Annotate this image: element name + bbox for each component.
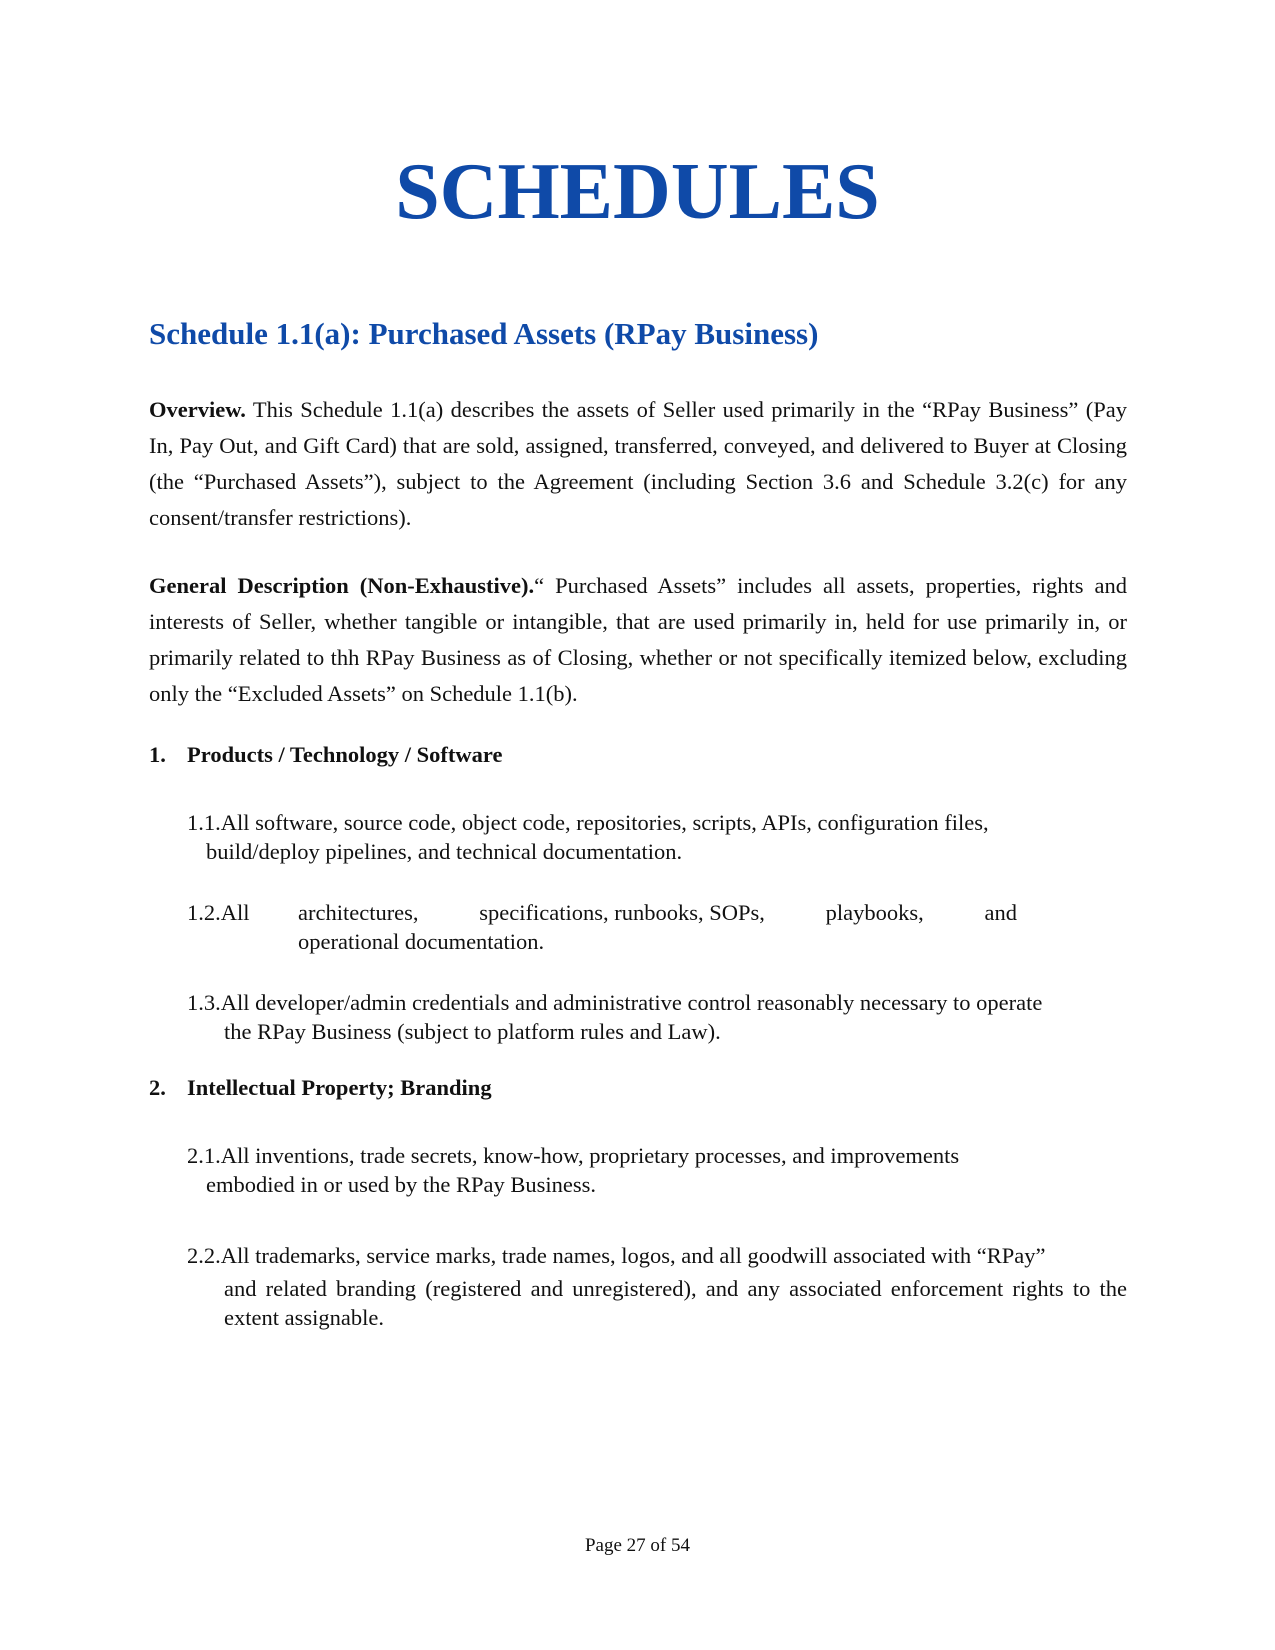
- item-text-continuation: build/deploy pipelines, and technical documentation.: [206, 839, 683, 864]
- item-word: specifications, runbooks, SOPs,: [479, 900, 765, 925]
- list-item: [187, 898, 1127, 956]
- general-description-text: “ Purchased Assets” includes all assets, properties, rights and interests of Seller, whether tangible or intangible, that are used primarily in, held for use primarily in, or primarily related to thh RPay Business as of Closing, whether or not specifically itemized below, excluding only the “Excluded Assets” on Schedule 1.1(b).: [149, 573, 1127, 706]
- section-number: 1.: [149, 742, 166, 767]
- overview-paragraph: [149, 392, 1127, 536]
- list-item: [187, 808, 1127, 866]
- item-number: 2.2.: [187, 1243, 221, 1268]
- section-number: 2.: [149, 1075, 166, 1100]
- item-text-continuation: operational documentation.: [298, 929, 545, 954]
- general-description-paragraph: [149, 568, 1127, 712]
- item-number: 1.3.: [187, 990, 221, 1015]
- section-title: Intellectual Property; Branding: [187, 1075, 492, 1100]
- item-text-first-line: All developer/admin credentials and administrative control reasonably necessary to operate: [220, 990, 1043, 1015]
- page-number-footer: Page 27 of 54: [584, 1535, 690, 1556]
- section-heading: [149, 740, 502, 770]
- general-description-label: General Description (Non-Exhaustive).: [149, 573, 535, 598]
- item-number: 1.2.: [187, 900, 221, 925]
- item-text-first-line: All trademarks, service marks, trade names, logos, and all goodwill associated with “RPay”: [220, 1243, 1046, 1268]
- item-text-continuation: the RPay Business (subject to platform rules and Law).: [224, 1019, 721, 1044]
- overview-label: Overview.: [149, 397, 246, 422]
- item-text-lead: All: [220, 900, 250, 925]
- list-item: [187, 1238, 1127, 1332]
- item-number: 2.1.: [187, 1143, 221, 1168]
- section-title: Products / Technology / Software: [187, 742, 503, 767]
- item-word: playbooks,: [825, 900, 924, 925]
- list-item: [187, 988, 1127, 1046]
- item-word: and: [984, 900, 1017, 925]
- item-text-first-line: All inventions, trade secrets, know-how, proprietary processes, and improvements: [220, 1143, 960, 1168]
- item-text-continuation: embodied in or used by the RPay Business.: [206, 1172, 596, 1197]
- list-item: [187, 1141, 1127, 1199]
- item-text-first-line: All software, source code, object code, repositories, scripts, APIs, configuration files,: [220, 810, 989, 835]
- item-word: architectures,: [298, 900, 419, 925]
- section-heading: [149, 1073, 492, 1103]
- overview-text: This Schedule 1.1(a) describes the assets of Seller used primarily in the “RPay Business” (Pay In, Pay Out, and Gift Card) that are sold, assigned, transferred, conveyed, and delivered to Buyer at Closing (the “Purchased Assets”), subject to the Agreement (including Section 3.6 and Schedule 3.2(c) for any consent/transfer restrictions).: [149, 397, 1127, 530]
- schedule-heading: Schedule 1.1(a): Purchased Assets (RPay Business): [149, 316, 819, 351]
- item-number: 1.1.: [187, 810, 221, 835]
- page-title: SCHEDULES: [395, 148, 880, 236]
- item-text-continuation: and related branding (registered and unregistered), and any associated enforcement rights to the extent assignable.: [224, 1276, 1127, 1330]
